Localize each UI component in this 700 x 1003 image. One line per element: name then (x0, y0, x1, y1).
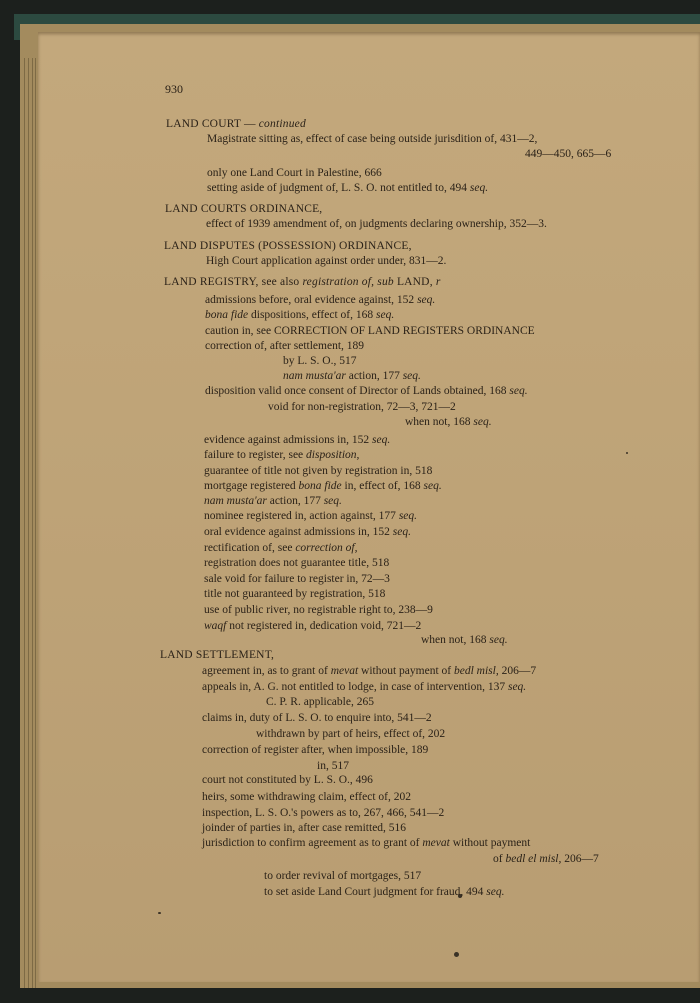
index-entry (204, 587, 385, 601)
index-entry (421, 633, 508, 647)
entry-text: without payment of (358, 665, 454, 677)
entry-text: bona fide (205, 309, 249, 321)
index-entry (405, 415, 492, 429)
entry-text: sale void for failure to register in, 72—3 (204, 573, 390, 585)
entry-text: seq. (473, 416, 492, 428)
entry-text: action, 177 (266, 495, 324, 507)
index-entry (205, 308, 394, 322)
entry-text: of (493, 853, 506, 865)
entry-text: nominee registered in, action against, 177 (204, 510, 399, 522)
entry-text: title not guaranteed by registration, 518 (204, 588, 386, 600)
entry-text: setting aside of judgment of, L. S. O. not entitled to, 494 (207, 182, 470, 194)
entry-text: failure to register, see (204, 449, 307, 461)
entry-text: LAND REGISTRY, see also (164, 276, 303, 288)
index-heading (164, 239, 412, 253)
index-entry (205, 293, 435, 307)
entry-text: joinder of parties in, after case remitted, 516 (202, 822, 407, 834)
index-entry (202, 664, 536, 678)
entry-text: to set aside Land Court judgment for fraud, 494 (264, 886, 487, 898)
entry-text: C. P. R. applicable, 265 (266, 696, 374, 708)
entry-text: disposition, (306, 449, 360, 461)
index-entry (204, 494, 342, 508)
entry-text: to order revival of mortgages, 517 (264, 870, 422, 882)
entry-text: r (435, 276, 441, 288)
entry-text: without payment (449, 837, 531, 849)
entry-text: evidence against admissions in, 152 (204, 434, 372, 446)
entry-text: heirs, some withdrawing claim, effect of, 202 (202, 791, 411, 803)
entry-text: by L. S. O., 517 (283, 355, 357, 367)
index-entry (283, 354, 356, 368)
entry-text: agreement in, as to grant of (202, 665, 331, 677)
index-entry (264, 869, 421, 883)
index-entry (205, 339, 364, 353)
index-entry (268, 400, 456, 414)
entry-text: nam musta'ar (204, 495, 267, 507)
entry-text: when not, 168 (405, 416, 474, 428)
entry-text: LAND COURTS ORDINANCE, (165, 203, 323, 215)
index-entry (204, 603, 433, 617)
index-heading (160, 648, 274, 662)
entry-text: admissions before, oral evidence against, 152 (205, 294, 418, 306)
entry-text: mortgage registered (204, 480, 299, 492)
entry-text: continued (258, 118, 306, 130)
entry-text: waqf (204, 620, 227, 632)
entry-text: seq. (423, 480, 442, 492)
entry-text: use of public river, no registrable right to, 238—9 (204, 604, 433, 616)
index-entry (202, 680, 526, 694)
entry-text: rectification of, see (204, 542, 296, 554)
entry-text: court not constituted by L. S. O., 496 (202, 774, 373, 786)
index-heading (166, 117, 306, 131)
index-entry (205, 384, 528, 398)
index-entry (204, 448, 359, 462)
entry-text: seq. (402, 370, 421, 382)
entry-text: mevat (330, 665, 359, 677)
index-entry (202, 806, 444, 820)
index-entry (317, 759, 349, 773)
index-entry (207, 166, 382, 180)
index-entry (266, 695, 374, 709)
entry-text: seq. (507, 681, 527, 693)
entry-text: bedl misl, (454, 665, 499, 677)
index-entry (256, 727, 445, 741)
entry-text: seq. (392, 526, 411, 538)
entry-text: LAND DISPUTES (POSSESSION) ORDINANCE, (164, 240, 412, 252)
index-entry (202, 711, 432, 725)
index-entry (202, 790, 411, 804)
index-entry (202, 773, 373, 787)
entry-text: seq. (398, 510, 418, 522)
index-entry (207, 181, 488, 195)
entry-text: guarantee of title not given by registration in, 518 (204, 465, 433, 477)
index-entry (205, 324, 535, 338)
entry-text: High Court application against order under, 831—2. (206, 255, 447, 267)
index-entry (493, 852, 599, 866)
entry-text: seq. (323, 495, 342, 507)
index-entry (202, 743, 428, 757)
index-entry (204, 541, 358, 555)
entry-text: when not, 168 (421, 634, 490, 646)
index-entry (204, 619, 421, 633)
entry-text: claims in, duty of L. S. O. to enquire into, 541—2 (202, 712, 432, 724)
entry-text: in, 517 (317, 760, 349, 772)
entry-text: seq. (486, 886, 505, 898)
entry-text: effect of 1939 amendment of, on judgments declaring ownership, 352—3. (206, 218, 547, 230)
entry-text: nam musta'ar (283, 370, 346, 382)
entry-text: registration does not guarantee title, 518 (204, 557, 390, 569)
entry-text: action, 177 (345, 370, 403, 382)
entry-text: not registered in, dedication void, 721—2 (226, 620, 422, 632)
index-entry (204, 572, 390, 586)
entry-text: LAND COURT — (166, 118, 259, 130)
entry-text: correction of, after settlement, 189 (205, 340, 365, 352)
index-heading (164, 275, 441, 289)
entry-text: LAND SETTLEMENT, (160, 649, 275, 661)
index-entry (264, 885, 505, 899)
index-entry (206, 217, 547, 231)
entry-text: dispositions, effect of, 168 (248, 309, 376, 321)
entry-text: correction of, (295, 542, 358, 554)
entry-text: oral evidence against admissions in, 152 (204, 526, 393, 538)
index-entry (204, 556, 389, 570)
index-entry (207, 132, 537, 146)
entry-text: jurisdiction to confirm agreement as to grant of (202, 837, 423, 849)
entry-text: registration of, sub (302, 276, 394, 288)
index-entry (206, 254, 446, 268)
entry-text: correction of register after, when impossible, 189 (202, 744, 429, 756)
entry-text: 449—450, 665—6 (525, 148, 612, 160)
index-entry (204, 479, 442, 493)
entry-text: seq. (417, 294, 436, 306)
index-entry (204, 433, 390, 447)
entry-text: disposition valid once consent of Director of Lands obtained, 168 (205, 385, 510, 397)
index-entry (202, 821, 406, 835)
index-entry (525, 147, 611, 161)
entry-text: bona fide (298, 480, 342, 492)
page-number: 930 (165, 82, 183, 96)
entry-text: seq. (376, 309, 395, 321)
entry-text: bedl el misl, (505, 853, 562, 865)
index-entry (202, 836, 530, 850)
index-entry (204, 509, 417, 523)
index-entry (204, 464, 432, 478)
entry-text: appeals in, A. G. not entitled to lodge, in case of intervention, 137 (202, 681, 508, 693)
entry-text: mevat (422, 837, 450, 849)
entry-text: withdrawn by part of heirs, effect of, 202 (256, 728, 446, 740)
entry-text: seq. (372, 434, 391, 446)
index-entry (283, 369, 421, 383)
entry-text: seq. (509, 385, 528, 397)
entry-text: inspection, L. S. O.'s powers as to, 267, 466, 541—2 (202, 807, 445, 819)
entry-text: seq. (469, 182, 489, 194)
index-heading (165, 202, 322, 216)
entry-text: Magistrate sitting as, effect of case being outside jurisdition of, 431—2, (207, 133, 538, 145)
index-entry (204, 525, 411, 539)
entry-text: 206—7 (561, 853, 599, 865)
entry-text: only one Land Court in Palestine, 666 (207, 167, 382, 179)
entry-text: seq. (489, 634, 508, 646)
entry-text: 206—7 (498, 665, 537, 677)
entry-text: LAND, (393, 276, 436, 288)
entry-text: caution in, see CORRECTION OF LAND REGISTERS ORDINANCE (205, 325, 535, 337)
entry-text: in, effect of, 168 (341, 480, 424, 492)
entry-text: void for non-registration, 72—3, 721—2 (268, 401, 456, 413)
